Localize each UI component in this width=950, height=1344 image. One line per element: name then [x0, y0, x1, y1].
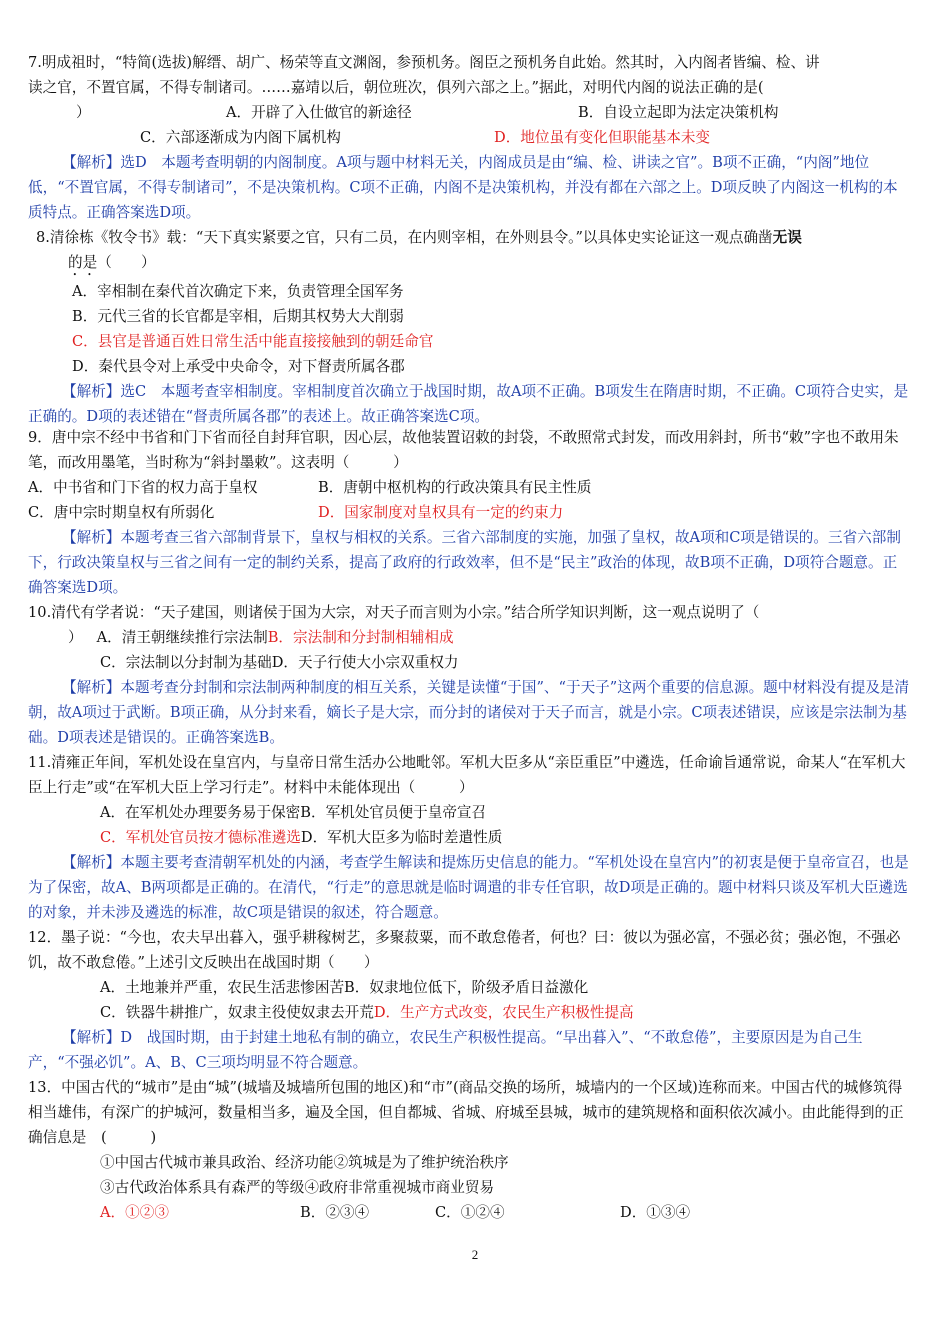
q8-stem-line1: [28, 225, 910, 250]
q7-option-a: A．开辟了入仕做官的新途径: [226, 104, 412, 121]
question-12: [28, 925, 910, 1075]
q10-option-c: C．宗法制以分封制为基础: [100, 654, 272, 671]
q11-options-row2: [28, 825, 910, 850]
q13-option-b: B．②③④: [300, 1204, 370, 1221]
q8-option-a: A．宰相制在秦代首次确定下来，负责管理全国军务: [72, 283, 404, 300]
q11-option-c: C．军机处官员按才德标准遴选: [100, 829, 301, 846]
question-13: [28, 1075, 910, 1225]
q12-option-d: D．生产方式改变，农民生产积极性提高: [373, 1004, 634, 1021]
q12-analysis: 【解析】D 战国时期，由于封建土地私有制的确立，农民生产积极性提高。“早出暮入”、“不敢怠倦”，主要原因是为自己生产，“不强必饥”。A、B、C三项均明显不符合题意。: [28, 1029, 863, 1071]
q9-option-a: A．中书省和门下省的权力高于皇权: [28, 479, 258, 496]
q11-option-d: D．军机大臣多为临时差遣性质: [300, 829, 503, 846]
q9-options-row1: [28, 475, 910, 500]
q10-stem: 10.清代有学者说：“天子建国，则诸侯于国为大宗，对天子而言则为小宗。”结合所学知识判断，这一观点说明了（: [28, 604, 760, 621]
q13-stem: 13．中国古代的“城市”是由“城”(城墙及城墙所包围的地区)和“市”(商品交换的场所，城墙内的一个区域)连称而来。中国古代的城修筑得相当雄伟，有深广的护城河，数量相当多，遍及全国，但自都城、省城、府城至县城，城市的建筑规格和面积依次减小。由此能得到的正确信息是 ( ): [28, 1079, 904, 1146]
question-11: [28, 750, 910, 925]
q7-paren: ）: [76, 104, 91, 121]
q7-options-row2: [28, 125, 910, 150]
question-8: [28, 225, 910, 429]
q8-option-d: D．秦代县令对上承受中央命令，对下督责所属各郡: [72, 358, 405, 375]
q8-analysis: 【解析】选C 本题考查宰相制度。宰相制度首次确立于战国时期，故A项不正确。B项发生在隋唐时期，不正确。C项符合史实，是正确的。D项的表述错在“督责所属各郡”的表述上。故正确答案选C项。: [28, 383, 909, 425]
q10-analysis: 【解析】本题考查分封制和宗法制两种制度的相互关系，关键是读懂“于国”、“于天子”这两个重要的信息源。题中材料没有提及是清朝，故A项过于武断。B项正确，从分封来看，嫡长子是大宗，而分封的诸侯对于天子而言，就是小宗。C项表述错误，应该是宗法制为基础。D项表述是错误的。正确答案选B。: [28, 679, 910, 746]
q11-stem: 11.清雍正年间，军机处设在皇宫内，与皇帝日常生活办公地毗邻。军机大臣多从“亲臣重臣”中遴选，任命谕旨通常说，命某人“在军机大臣上行走”或“在军机大臣上学习行走”。材料中未能体现出（ ）: [28, 754, 906, 796]
q9-option-c: C．唐中宗时期皇权有所弱化: [28, 504, 215, 521]
q12-options-row2: [28, 1000, 910, 1025]
q8-stem-dotted: 的是: [68, 254, 98, 271]
q7-option-d: D．地位虽有变化但职能基本未变: [494, 129, 711, 146]
q12-option-a: A．土地兼并严重，农民生活悲惨困苦: [100, 979, 345, 996]
q12-option-c: C．铁器牛耕推广，奴隶主役使奴隶去开荒: [100, 1004, 374, 1021]
question-7: [28, 50, 910, 225]
q7-option-c: C．六部逐渐成为内阁下属机构: [140, 129, 341, 146]
question-9: [28, 425, 910, 600]
q13-option-a: A．①②③: [100, 1204, 169, 1221]
q12-option-b: B．奴隶地位低下，阶级矛盾日益激化: [344, 979, 589, 996]
q11-option-a: A．在军机处办理要务易于保密: [100, 804, 301, 821]
q12-options-row1: [28, 975, 910, 1000]
q10-option-b: B．宗法制和分封制相辅相成: [267, 629, 454, 646]
q9-option-d: D．国家制度对皇权具有一定的约束力: [318, 504, 564, 521]
q10-option-a: A．清王朝继续推行宗法制: [96, 629, 268, 646]
q13-statement-line2: ③古代政治体系具有森严的等级④政府非常重视城市商业贸易: [100, 1179, 495, 1196]
q8-stem-paren: （ ）: [97, 254, 156, 271]
q13-options-row: [28, 1200, 910, 1225]
page-number: 2: [471, 1247, 479, 1262]
q7-options-row1: [28, 100, 910, 125]
q13-option-c: C．①②④: [435, 1204, 505, 1221]
q10-options-row2: [28, 650, 910, 675]
q9-analysis: 【解析】本题考查三省六部制背景下，皇权与相权的关系。三省六部制度的实施，加强了皇权，故A项和C项是错误的。三省六部制下，行政决策皇权与三省之间有一定的制约关系，提高了政府的行政效率，但不是“民主”政治的体现，故B项不正确，D项符合题意。正确答案选D项。: [28, 529, 901, 596]
q9-options-row2: [28, 500, 910, 525]
q12-stem: 12．墨子说：“今也，农夫早出暮入，强乎耕稼树艺，多聚菽粟，而不敢怠倦者，何也？曰：彼以为强必富，不强必贫；强必饱，不强必饥，故不敢怠倦。”上述引文反映出在战国时期（ ）: [28, 929, 901, 971]
q10-paren: ）: [68, 629, 83, 646]
q13-statement-line1: ①中国古代城市兼具政治、经济功能②筑城是为了维护统治秩序: [100, 1154, 509, 1171]
q11-option-b: B．军机处官员便于皇帝宣召: [300, 804, 487, 821]
q8-stem-line2: [28, 250, 910, 279]
question-10: [28, 600, 910, 750]
q9-stem: 9．唐中宗不经中书省和门下省而径自封拜官职，因心层，故他装置诏敕的封袋，不敢照常式封发，而改用斜封，所书“敕”字也不敢用朱笔，而改用墨笔，当时称为“斜封墨敕”。这表明（ ）: [28, 429, 899, 471]
q11-analysis: 【解析】本题主要考查清朝军机处的内涵，考查学生解读和提炼历史信息的能力。“军机处设在皇宫内”的初衷是便于皇帝宣召，也是为了保密，故A、B两项都是正确的。在清代，“行走”的意思就是临时调遣的非专任官职，故D项是正确的。题中材料只谈及军机大臣遴选的对象，并未涉及遴选的标准，故C项是错误的叙述，符合题意。: [28, 854, 909, 921]
q10-option-d: D．天子行使大小宗双重权力: [271, 654, 459, 671]
q13-option-d: D．①③④: [620, 1204, 691, 1221]
q8-stem-text: 8.清徐栋《牧令书》载：“天下真实紧要之官，只有二员，在内则宰相，在外则县令。”以具体史实论证这一观点确凿: [36, 229, 773, 246]
q8-option-b: B．元代三省的长官都是宰相，后期其权势大大削弱: [72, 308, 404, 325]
q7-analysis: 【解析】选D 本题考查明朝的内阁制度。A项与题中材料无关，内阁成员是由“编、检、讲读之官”。B项不正确，“内阁”地位低，“不置官属，不得专制诸司”，不是决策机构。C项不正确，内阁不是决策机构，并没有都在六部之上。D项反映了内阁这一机构的本质特点。正确答案选D项。: [28, 154, 898, 221]
q10-options-row1: [28, 625, 910, 650]
q7-stem-line2: 读之官，不置官属，不得专制诸司。……嘉靖以后，朝位班次，俱列六部之上。”据此，对明代内阁的说法正确的是(: [28, 79, 764, 96]
q7-option-b: B．自设立起即为法定决策机构: [578, 104, 779, 121]
q9-option-b: B．唐朝中枢机构的行政决策具有民主性质: [318, 479, 592, 496]
q8-stem-emphasis: 无误: [772, 229, 802, 246]
q7-stem-line1: 7.明成祖时，“特简(选拔)解缙、胡广、杨荣等直文渊阁，参预机务。阁臣之预机务自此始。然其时，入内阁者皆编、检、讲: [28, 54, 820, 71]
q11-options-row1: [28, 800, 910, 825]
q8-option-c: C．县官是普通百姓日常生活中能直接接触到的朝廷命官: [72, 333, 434, 350]
